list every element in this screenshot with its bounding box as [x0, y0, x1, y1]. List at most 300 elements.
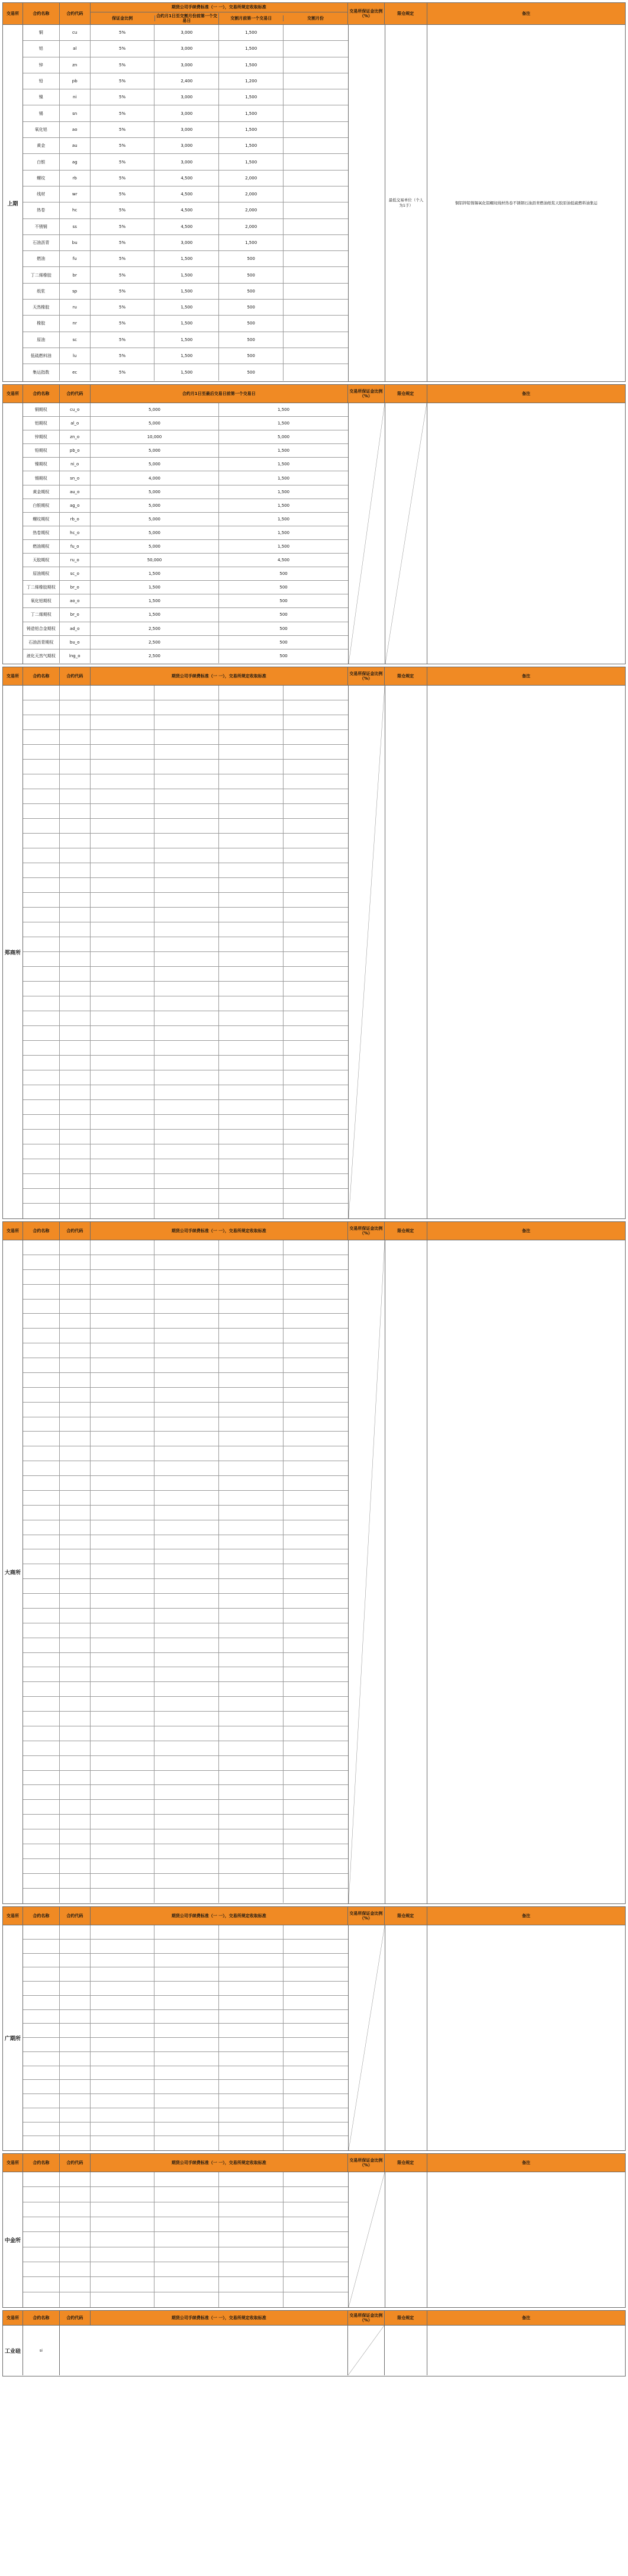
- product-name: 白银: [23, 154, 60, 169]
- option-name: 螺纹期权: [23, 513, 60, 526]
- cffex-col-product: 合约名称: [23, 2154, 60, 2172]
- empty-cell: [219, 2247, 284, 2262]
- table-row: [23, 526, 348, 540]
- fee-c: [284, 171, 348, 186]
- empty-cell: [219, 2202, 284, 2217]
- empty-cell: [23, 1255, 60, 1269]
- empty-cell: [219, 1520, 284, 1535]
- table-row: [23, 1204, 348, 1218]
- table-row: [23, 1844, 348, 1859]
- empty-cell: [154, 1954, 219, 1967]
- czce-col-limit: 交易所保证金比例（%）: [348, 667, 385, 685]
- empty-cell: [23, 2262, 60, 2276]
- product-name: 原油: [23, 332, 60, 348]
- margin: 5%: [91, 300, 155, 315]
- empty-cell: [23, 774, 60, 789]
- shfe-rows: [23, 25, 349, 381]
- empty-cell: [219, 2292, 284, 2307]
- table-row: [23, 417, 348, 430]
- empty-cell: [284, 1085, 348, 1099]
- foot-label: 工业硅: [3, 2326, 23, 2375]
- empty-cell: [219, 789, 284, 803]
- empty-cell: [154, 878, 219, 892]
- empty-cell: [23, 1967, 60, 1981]
- empty-cell: [91, 2172, 155, 2186]
- empty-cell: [23, 848, 60, 863]
- empty-cell: [219, 996, 284, 1011]
- empty-cell: [284, 1520, 348, 1535]
- option-fee-a: 5,000: [91, 499, 220, 512]
- empty-cell: [23, 1726, 60, 1741]
- empty-cell: [284, 760, 348, 774]
- empty-cell: [284, 1314, 348, 1328]
- empty-cell: [91, 937, 155, 951]
- empty-cell: [23, 789, 60, 803]
- empty-cell: [219, 1461, 284, 1475]
- option-name: 丁二烯期权: [23, 608, 60, 621]
- empty-cell: [219, 1432, 284, 1446]
- empty-cell: [91, 2080, 155, 2093]
- margin: 5%: [91, 105, 155, 121]
- cffex-block: [2, 2153, 626, 2308]
- empty-cell: [60, 1520, 91, 1535]
- table-row: [23, 1859, 348, 1874]
- option-fee-a: 2,500: [91, 622, 220, 635]
- table-row: [23, 2262, 348, 2277]
- empty-cell: [154, 1115, 219, 1129]
- empty-cell: [284, 1967, 348, 1981]
- margin: 5%: [91, 154, 155, 169]
- empty-cell: [154, 1925, 219, 1939]
- empty-cell: [23, 804, 60, 818]
- shfe-limit: [349, 25, 385, 381]
- empty-cell: [23, 1697, 60, 1711]
- option-code: sc_o: [60, 567, 91, 580]
- empty-cell: [91, 1491, 155, 1505]
- empty-cell: [284, 1329, 348, 1343]
- empty-cell: [284, 2024, 348, 2037]
- margin: 5%: [91, 219, 155, 234]
- empty-cell: [91, 2292, 155, 2307]
- empty-cell: [91, 2202, 155, 2217]
- empty-cell: [91, 1388, 155, 1402]
- table-row: [23, 300, 348, 316]
- empty-cell: [91, 1697, 155, 1711]
- empty-cell: [284, 1609, 348, 1623]
- option-fee-b: 1,500: [278, 448, 290, 454]
- option-fee-a: 10,000: [91, 430, 220, 443]
- empty-cell: [60, 922, 91, 937]
- table-row: [23, 2066, 348, 2080]
- fee-b: 1,500: [219, 105, 284, 121]
- empty-cell: [154, 1682, 219, 1696]
- empty-cell: [91, 1085, 155, 1099]
- empty-cell: [23, 1403, 60, 1417]
- empty-cell: [60, 2024, 91, 2037]
- col-code: 合约代码: [60, 3, 91, 24]
- fee-c: [284, 138, 348, 153]
- empty-cell: [91, 1638, 155, 1652]
- product-code: ag: [60, 154, 91, 169]
- empty-cell: [91, 819, 155, 833]
- fee-c: [284, 122, 348, 137]
- empty-cell: [219, 1011, 284, 1025]
- product-name: 热卷: [23, 202, 60, 218]
- shfe-block: [2, 2, 626, 382]
- empty-cell: [284, 1285, 348, 1299]
- gfex-col-limit: 交易所保证金比例（%）: [348, 1907, 385, 1925]
- table-row: [23, 1329, 348, 1343]
- empty-cell: [60, 819, 91, 833]
- empty-cell: [91, 2094, 155, 2108]
- empty-cell: [91, 1432, 155, 1446]
- empty-cell: [60, 1506, 91, 1520]
- option-fee-a: 1,500: [91, 594, 220, 607]
- empty-cell: [60, 1609, 91, 1623]
- empty-cell: [219, 2122, 284, 2136]
- empty-cell: [91, 1417, 155, 1432]
- empty-cell: [60, 952, 91, 966]
- empty-cell: [284, 1115, 348, 1129]
- option-code: bu_o: [60, 636, 91, 649]
- table-row: [23, 332, 348, 348]
- empty-cell: [284, 2247, 348, 2262]
- empty-cell: [284, 1954, 348, 1967]
- empty-cell: [219, 1594, 284, 1608]
- empty-cell: [91, 1026, 155, 1040]
- gfex-col-product: 合约名称: [23, 1907, 60, 1925]
- empty-cell: [154, 2122, 219, 2136]
- dce-col-limit: 交易所保证金比例（%）: [348, 1222, 385, 1240]
- fee-c: [284, 332, 348, 348]
- empty-cell: [154, 1967, 219, 1981]
- empty-cell: [284, 2052, 348, 2066]
- empty-cell: [91, 967, 155, 981]
- foot-col-limit: 交易所保证金比例（%）: [348, 2311, 385, 2325]
- empty-cell: [154, 774, 219, 789]
- empty-cell: [219, 1373, 284, 1387]
- empty-cell: [60, 774, 91, 789]
- empty-cell: [284, 937, 348, 951]
- empty-cell: [219, 1712, 284, 1726]
- empty-cell: [91, 834, 155, 848]
- dce-block: [2, 1221, 626, 1904]
- fee-b: 500: [219, 251, 284, 266]
- table-row: [23, 251, 348, 267]
- empty-cell: [23, 1954, 60, 1967]
- empty-cell: [154, 2052, 219, 2066]
- empty-cell: [284, 2172, 348, 2186]
- empty-cell: [91, 952, 155, 966]
- table-row: [23, 2038, 348, 2052]
- option-fee-a: 4,000: [91, 471, 220, 484]
- table-row: [23, 1343, 348, 1358]
- margin: 5%: [91, 89, 155, 105]
- option-code: al_o: [60, 417, 91, 430]
- empty-cell: [219, 1285, 284, 1299]
- empty-cell: [91, 1844, 155, 1858]
- product-name: 锡: [23, 105, 60, 121]
- empty-cell: [91, 760, 155, 774]
- margin: 5%: [91, 122, 155, 137]
- table-row: [23, 834, 348, 848]
- empty-cell: [154, 1996, 219, 2009]
- empty-cell: [60, 1682, 91, 1696]
- empty-cell: [284, 1889, 348, 1903]
- fee-b: 1,500: [219, 41, 284, 56]
- empty-cell: [91, 1925, 155, 1939]
- cffex-col-exchange: 交易所: [3, 2154, 23, 2172]
- option-fee-b: 1,500: [278, 407, 290, 413]
- option-name: 液化天然气期权: [23, 649, 60, 663]
- empty-cell: [284, 1549, 348, 1564]
- col-note2: 备注: [521, 11, 530, 16]
- product-code: br: [60, 267, 91, 282]
- empty-cell: [219, 1815, 284, 1829]
- empty-cell: [91, 1240, 155, 1255]
- empty-cell: [154, 1829, 219, 1844]
- fee-a: 3,000: [154, 138, 219, 153]
- empty-cell: [60, 834, 91, 848]
- table-row: [23, 235, 348, 251]
- option-fee-b: 4,500: [278, 558, 290, 563]
- empty-cell: [91, 730, 155, 744]
- table-row: [23, 608, 348, 622]
- fee-a: 1,500: [154, 267, 219, 282]
- empty-cell: [23, 1785, 60, 1799]
- empty-cell: [219, 686, 284, 700]
- empty-cell: [284, 1358, 348, 1372]
- empty-cell: [219, 1174, 284, 1188]
- czce-col-exchange: 交易所: [3, 667, 23, 685]
- table-row: [23, 186, 348, 202]
- fee-c: [284, 25, 348, 40]
- empty-cell: [91, 1189, 155, 1203]
- dce-col-product: 合约名称: [23, 1222, 60, 1240]
- empty-cell: [284, 1771, 348, 1785]
- fee-b: 2,000: [219, 202, 284, 218]
- empty-cell: [91, 863, 155, 877]
- empty-cell: [284, 1041, 348, 1055]
- empty-cell: [154, 1667, 219, 1681]
- empty-cell: [60, 1967, 91, 1981]
- empty-cell: [154, 686, 219, 700]
- table-row: [23, 848, 348, 863]
- empty-cell: [219, 2066, 284, 2080]
- empty-cell: [154, 1270, 219, 1284]
- empty-cell: [23, 996, 60, 1011]
- product-code: au: [60, 138, 91, 153]
- empty-cell: [284, 1070, 348, 1085]
- empty-cell: [60, 1204, 91, 1218]
- empty-cell: [219, 2052, 284, 2066]
- empty-cell: [154, 2066, 219, 2080]
- table-row: [23, 715, 348, 730]
- empty-cell: [154, 2262, 219, 2276]
- table-row: [23, 2024, 348, 2038]
- empty-cell: [91, 2262, 155, 2276]
- empty-cell: [60, 1056, 91, 1070]
- empty-cell: [219, 1925, 284, 1939]
- empty-cell: [60, 1100, 91, 1114]
- fee-b: 1,500: [219, 89, 284, 105]
- product-code: ao: [60, 122, 91, 137]
- table-row: [23, 1461, 348, 1476]
- empty-cell: [154, 893, 219, 907]
- empty-cell: [219, 2217, 284, 2231]
- margin: 5%: [91, 364, 155, 380]
- empty-cell: [60, 804, 91, 818]
- empty-cell: [60, 1085, 91, 1099]
- empty-cell: [23, 715, 60, 729]
- empty-cell: [284, 1240, 348, 1255]
- empty-cell: [219, 1682, 284, 1696]
- table-row: [23, 922, 348, 937]
- table-row: [23, 996, 348, 1011]
- empty-cell: [60, 2038, 91, 2051]
- empty-cell: [154, 1726, 219, 1741]
- empty-cell: [60, 908, 91, 922]
- empty-cell: [284, 1697, 348, 1711]
- foot-col-note1: 限仓规定: [385, 2311, 427, 2325]
- empty-cell: [23, 1115, 60, 1129]
- option-code: hc_o: [60, 526, 91, 539]
- empty-cell: [91, 1115, 155, 1129]
- table-row: [23, 202, 348, 218]
- empty-cell: [23, 908, 60, 922]
- empty-cell: [91, 2066, 155, 2080]
- empty-cell: [219, 1130, 284, 1144]
- empty-cell: [284, 789, 348, 803]
- empty-cell: [154, 1520, 219, 1535]
- empty-cell: [219, 819, 284, 833]
- empty-cell: [219, 1667, 284, 1681]
- empty-cell: [23, 1270, 60, 1284]
- col-margin: 保证金比例: [91, 15, 155, 21]
- fee-b: 500: [219, 316, 284, 331]
- empty-cell: [284, 863, 348, 877]
- empty-cell: [284, 1579, 348, 1593]
- option-fee-a: 2,500: [91, 649, 220, 663]
- empty-cell: [60, 1982, 91, 1995]
- table-row: [23, 908, 348, 922]
- empty-cell: [91, 1594, 155, 1608]
- empty-cell: [219, 1954, 284, 1967]
- empty-cell: [91, 922, 155, 937]
- table-row: [23, 2247, 348, 2262]
- empty-cell: [60, 1726, 91, 1741]
- cffex-col-note2: 备注: [521, 2160, 530, 2165]
- table-row: [23, 57, 348, 73]
- option-fee-b: 500: [279, 654, 288, 659]
- table-row: [23, 513, 348, 526]
- margin: 5%: [91, 138, 155, 153]
- empty-cell: [60, 1343, 91, 1358]
- empty-cell: [91, 1343, 155, 1358]
- empty-cell: [23, 1800, 60, 1814]
- empty-cell: [219, 2080, 284, 2093]
- option-code: ru_o: [60, 554, 91, 567]
- empty-cell: [284, 1815, 348, 1829]
- empty-cell: [154, 1417, 219, 1432]
- dce-grid: [23, 1240, 349, 1903]
- fee-c: [284, 89, 348, 105]
- empty-cell: [154, 937, 219, 951]
- fee-a: 4,500: [154, 186, 219, 202]
- empty-cell: [23, 1285, 60, 1299]
- option-name: 白银期权: [23, 499, 60, 512]
- empty-cell: [91, 1285, 155, 1299]
- empty-cell: [60, 937, 91, 951]
- empty-cell: [284, 2277, 348, 2291]
- empty-cell: [60, 1329, 91, 1343]
- empty-cell: [219, 1506, 284, 1520]
- table-row: [23, 1564, 348, 1579]
- empty-cell: [91, 2052, 155, 2066]
- empty-cell: [60, 2217, 91, 2231]
- empty-cell: [154, 1609, 219, 1623]
- empty-cell: [60, 1697, 91, 1711]
- empty-cell: [91, 686, 155, 700]
- table-row: [23, 1476, 348, 1491]
- empty-cell: [154, 1204, 219, 1218]
- foot-col-product: 合约名称: [23, 2311, 60, 2325]
- empty-cell: [154, 1844, 219, 1858]
- empty-cell: [154, 760, 219, 774]
- empty-cell: [60, 1070, 91, 1085]
- empty-cell: [284, 1403, 348, 1417]
- empty-cell: [219, 1996, 284, 2009]
- empty-cell: [154, 1506, 219, 1520]
- empty-cell: [60, 1314, 91, 1328]
- empty-cell: [219, 1844, 284, 1858]
- empty-cell: [60, 1800, 91, 1814]
- empty-cell: [91, 2277, 155, 2291]
- table-row: [23, 581, 348, 594]
- empty-cell: [219, 1741, 284, 1755]
- empty-cell: [284, 878, 348, 892]
- gfex-col-note2: 备注: [521, 1913, 530, 1918]
- province-dce: 大商所: [3, 1240, 23, 1903]
- empty-cell: [154, 1100, 219, 1114]
- empty-cell: [284, 1270, 348, 1284]
- empty-cell: [284, 2232, 348, 2246]
- empty-cell: [60, 1403, 91, 1417]
- empty-cell: [284, 834, 348, 848]
- col-fee-a: 合约月1日至交割月份前第一个交易日: [155, 13, 220, 24]
- fee-c: [284, 105, 348, 121]
- empty-cell: [23, 1300, 60, 1314]
- table-row: [23, 1388, 348, 1403]
- opt-col-note2: 备注: [521, 391, 530, 396]
- table-row: [23, 171, 348, 186]
- empty-cell: [23, 2052, 60, 2066]
- empty-cell: [284, 1638, 348, 1652]
- table-row: [23, 2108, 348, 2122]
- empty-cell: [154, 2108, 219, 2122]
- empty-cell: [219, 1314, 284, 1328]
- empty-cell: [23, 1940, 60, 1953]
- empty-cell: [154, 1549, 219, 1564]
- empty-cell: [91, 1056, 155, 1070]
- empty-cell: [91, 1535, 155, 1549]
- empty-cell: [284, 1829, 348, 1844]
- empty-cell: [23, 1506, 60, 1520]
- opt-col-exchange: 交易所: [3, 385, 23, 403]
- empty-cell: [60, 1638, 91, 1652]
- empty-cell: [219, 1982, 284, 1995]
- empty-cell: [154, 819, 219, 833]
